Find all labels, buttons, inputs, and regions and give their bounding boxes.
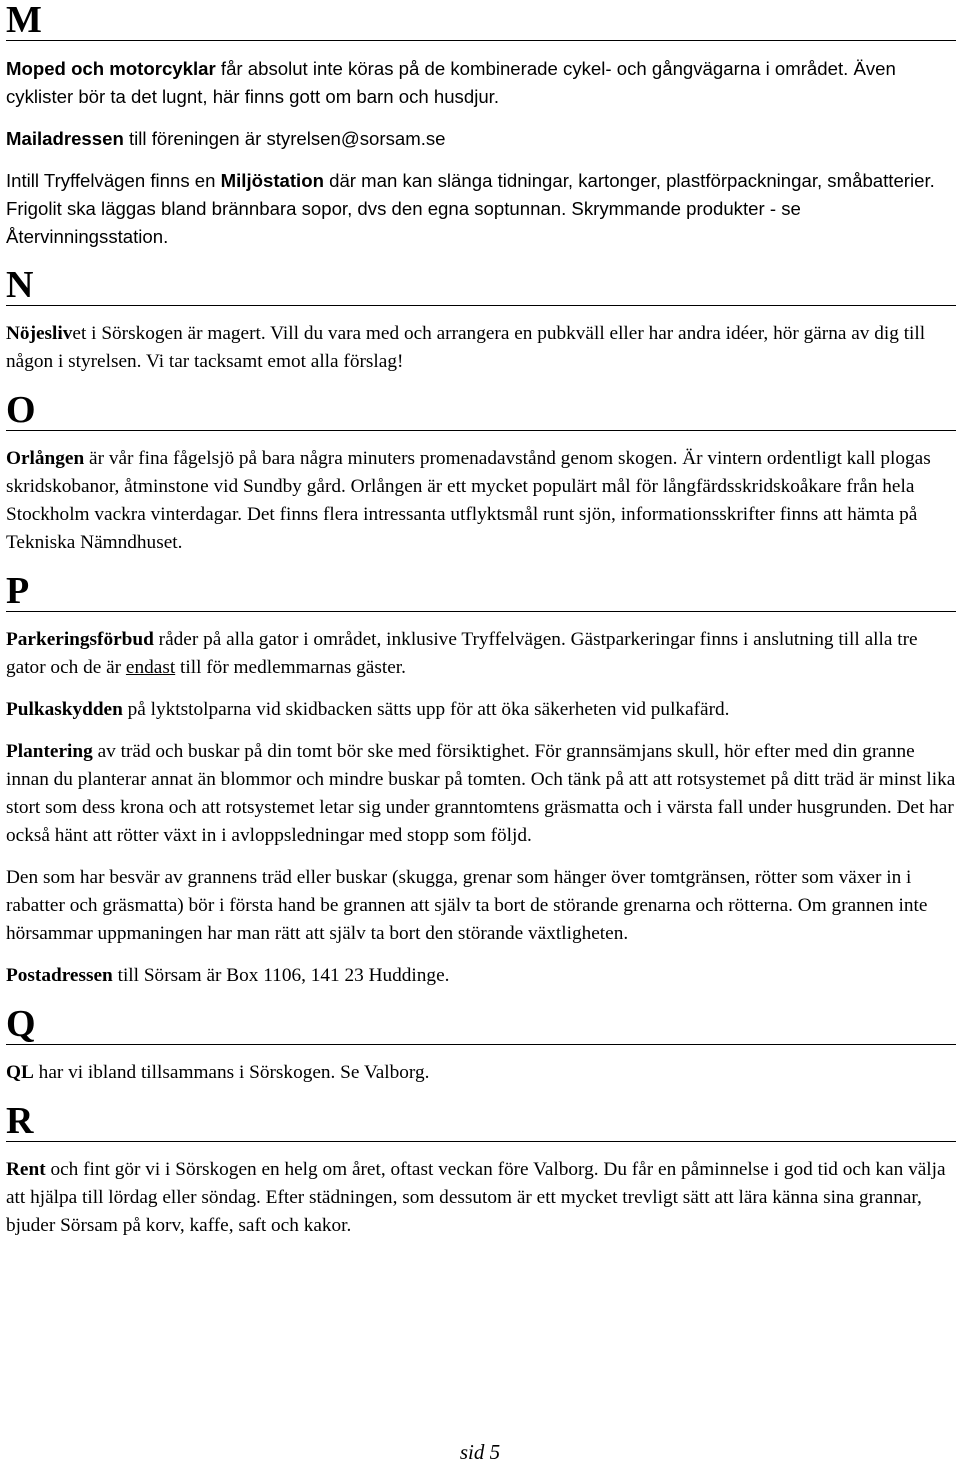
section-heading-n: N: [6, 267, 956, 306]
section-heading-q: Q: [6, 1006, 956, 1045]
section-heading-m: M: [6, 2, 956, 41]
document-page: [6, 0, 956, 1240]
paragraph-plantering: Plantering av träd och buskar på din tomt bör ske med försiktighet. För grannsämjans skull, hör efter med din granne innan du planterar annat än blommor och mindre buskar på tomten. Och tänk på att att rotsystemet på ditt träd är minst lika stort som dess krona och att rotsystemet letar sig under granntomtens gräsmatta och i värsta fall under husgrunden. Det har också hänt att rötter växt in i avloppsledningar med stopp som följd.: [6, 741, 956, 846]
section-heading-o: O: [6, 392, 956, 431]
paragraph-parkeringsforbud: Parkeringsförbud råder på alla gator i området, inklusive Tryffelvägen. Gästparkeringar finns i anslutning till alla tre gator och de är endast till för medlemmarnas gäster.: [6, 629, 918, 678]
paragraph-miljostation: Intill Tryffelvägen finns en Miljöstation där man kan slänga tidningar, kartonger, plastförpackningar, småbatterier. Frigolit ska läggas bland brännbara sopor, dvs den egna soptunnan. Skrymmande produkter - se Återvinningsstation.: [6, 170, 935, 247]
section-heading-r: R: [6, 1103, 956, 1142]
paragraph-nojesliv: Nöjeslivet i Sörskogen är magert. Vill du vara med och arrangera en pubkväll eller har andra idéer, hör gärna av dig till någon i styrelsen. Vi tar tacksamt emot alla förslag!: [6, 323, 926, 372]
paragraph-mailadress: Mailadressen till föreningen är styrelsen@sorsam.se: [6, 128, 446, 149]
paragraph-postadressen: Postadressen till Sörsam är Box 1106, 141 23 Huddinge.: [6, 965, 450, 986]
paragraph-ql: QL har vi ibland tillsammans i Sörskogen. Se Valborg.: [6, 1062, 430, 1083]
section-heading-p: P: [6, 573, 956, 612]
paragraph-moped: Moped och motorcyklar får absolut inte köras på de kombinerade cykel- och gångvägarna i området. Även cyklister bör ta det lugnt, här finns gott om barn och husdjur.: [6, 58, 896, 107]
page-number: sid 5: [459, 1440, 501, 1464]
paragraph-grannens-trad: Den som har besvär av grannens träd eller buskar (skugga, grenar som hänger över tomtgränsen, rötter som växer in i rabatter och gräsmatta) bör i första hand be grannen att själv ta bort de störande grenarna och rötterna. Om grannen inte hörsammar uppmaningen har man rätt att själv ta bort den störande växtligheten.: [6, 867, 928, 944]
paragraph-rent: Rent och fint gör vi i Sörskogen en helg om året, oftast veckan före Valborg. Du får en påminnelse i god tid och kan välja att hjälpa till lördag eller söndag. Efter städningen, som dessutom är ett mycket trevligt sätt att lära känna sina grannar, bjuder Sörsam på korv, kaffe, saft och kakor.: [6, 1159, 946, 1236]
paragraph-pulkaskydden: Pulkaskydden på lyktstolparna vid skidbacken sätts upp för att öka säkerheten vid pulkafärd.: [6, 699, 730, 720]
paragraph-orlangen: Orlången är vår fina fågelsjö på bara några minuters promenadavstånd genom skogen. Är vintern ordentligt kall plogas skridskobanor, åtminstone vid Sundby gård. Orlången är ett mycket populärt mål för långfärdsskridskoåkare från hela Stockholm vackra vinterdagar. Det finns flera intressanta utflyktsmål runt sjön, informationsskrifter finns att hämta på Tekniska Nämndhuset.: [6, 448, 931, 553]
